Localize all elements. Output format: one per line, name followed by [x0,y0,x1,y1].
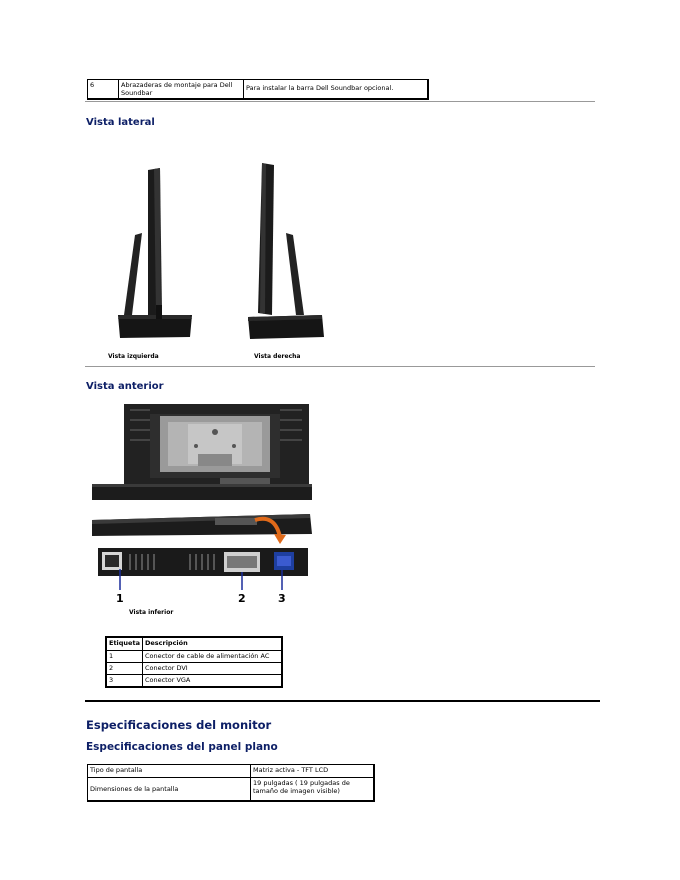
table-row [88,765,375,778]
left-view-caption: Vista izquierda [108,353,159,360]
specs-heading: Especificaciones del monitor [86,718,272,732]
spec-value: 19 pulgadas ( 19 pulgadas de tamaño de imagen visible) [251,778,375,802]
callout-1: 1 [116,592,124,605]
front-view-heading: Vista anterior [86,381,164,392]
connector-panel [98,548,308,590]
table-header-row [106,637,282,651]
table-cell: 2 [106,663,142,675]
side-view-image [90,155,340,350]
table-cell: Conector VGA [142,675,282,688]
spec-label: Dimensiones de la pantalla [88,778,251,802]
monitor-back [92,404,312,500]
table-row [106,675,282,688]
callout-2: 2 [238,592,246,605]
table-cell: Conector DVI [142,663,282,675]
row-number: 6 [88,80,119,100]
callout-3: 3 [278,592,286,605]
side-view-heading: Vista lateral [86,117,155,128]
spec-label: Tipo de pantalla [88,765,251,778]
divider [85,366,595,367]
spec-value: Matriz activa - TFT LCD [251,765,375,778]
bottom-view-image [90,402,320,610]
bottom-view-caption: Vista inferior [129,609,174,616]
left-side-monitor [118,168,192,338]
header-label: Etiqueta [106,637,142,651]
table-row [106,651,282,663]
table-row [88,778,375,802]
mount-table [87,79,429,100]
table-cell: 1 [106,651,142,663]
divider [85,101,595,102]
header-description: Descripción [142,637,282,651]
row-name: Abrazaderas de montaje para Dell Soundbar [119,80,244,100]
right-side-monitor [248,163,324,339]
connector-table [105,636,283,688]
row-description: Para instalar la barra Dell Soundbar opcional. [244,80,429,100]
table-cell: 3 [106,675,142,688]
specs-subheading: Especificaciones del panel plano [86,741,278,753]
table-cell: Conector de cable de alimentación AC [142,651,282,663]
section-divider [85,700,600,702]
table-row [106,663,282,675]
specs-table [87,764,375,802]
right-view-caption: Vista derecha [254,353,301,360]
monitor-bottom-edge [92,514,312,544]
table-row [88,80,429,100]
